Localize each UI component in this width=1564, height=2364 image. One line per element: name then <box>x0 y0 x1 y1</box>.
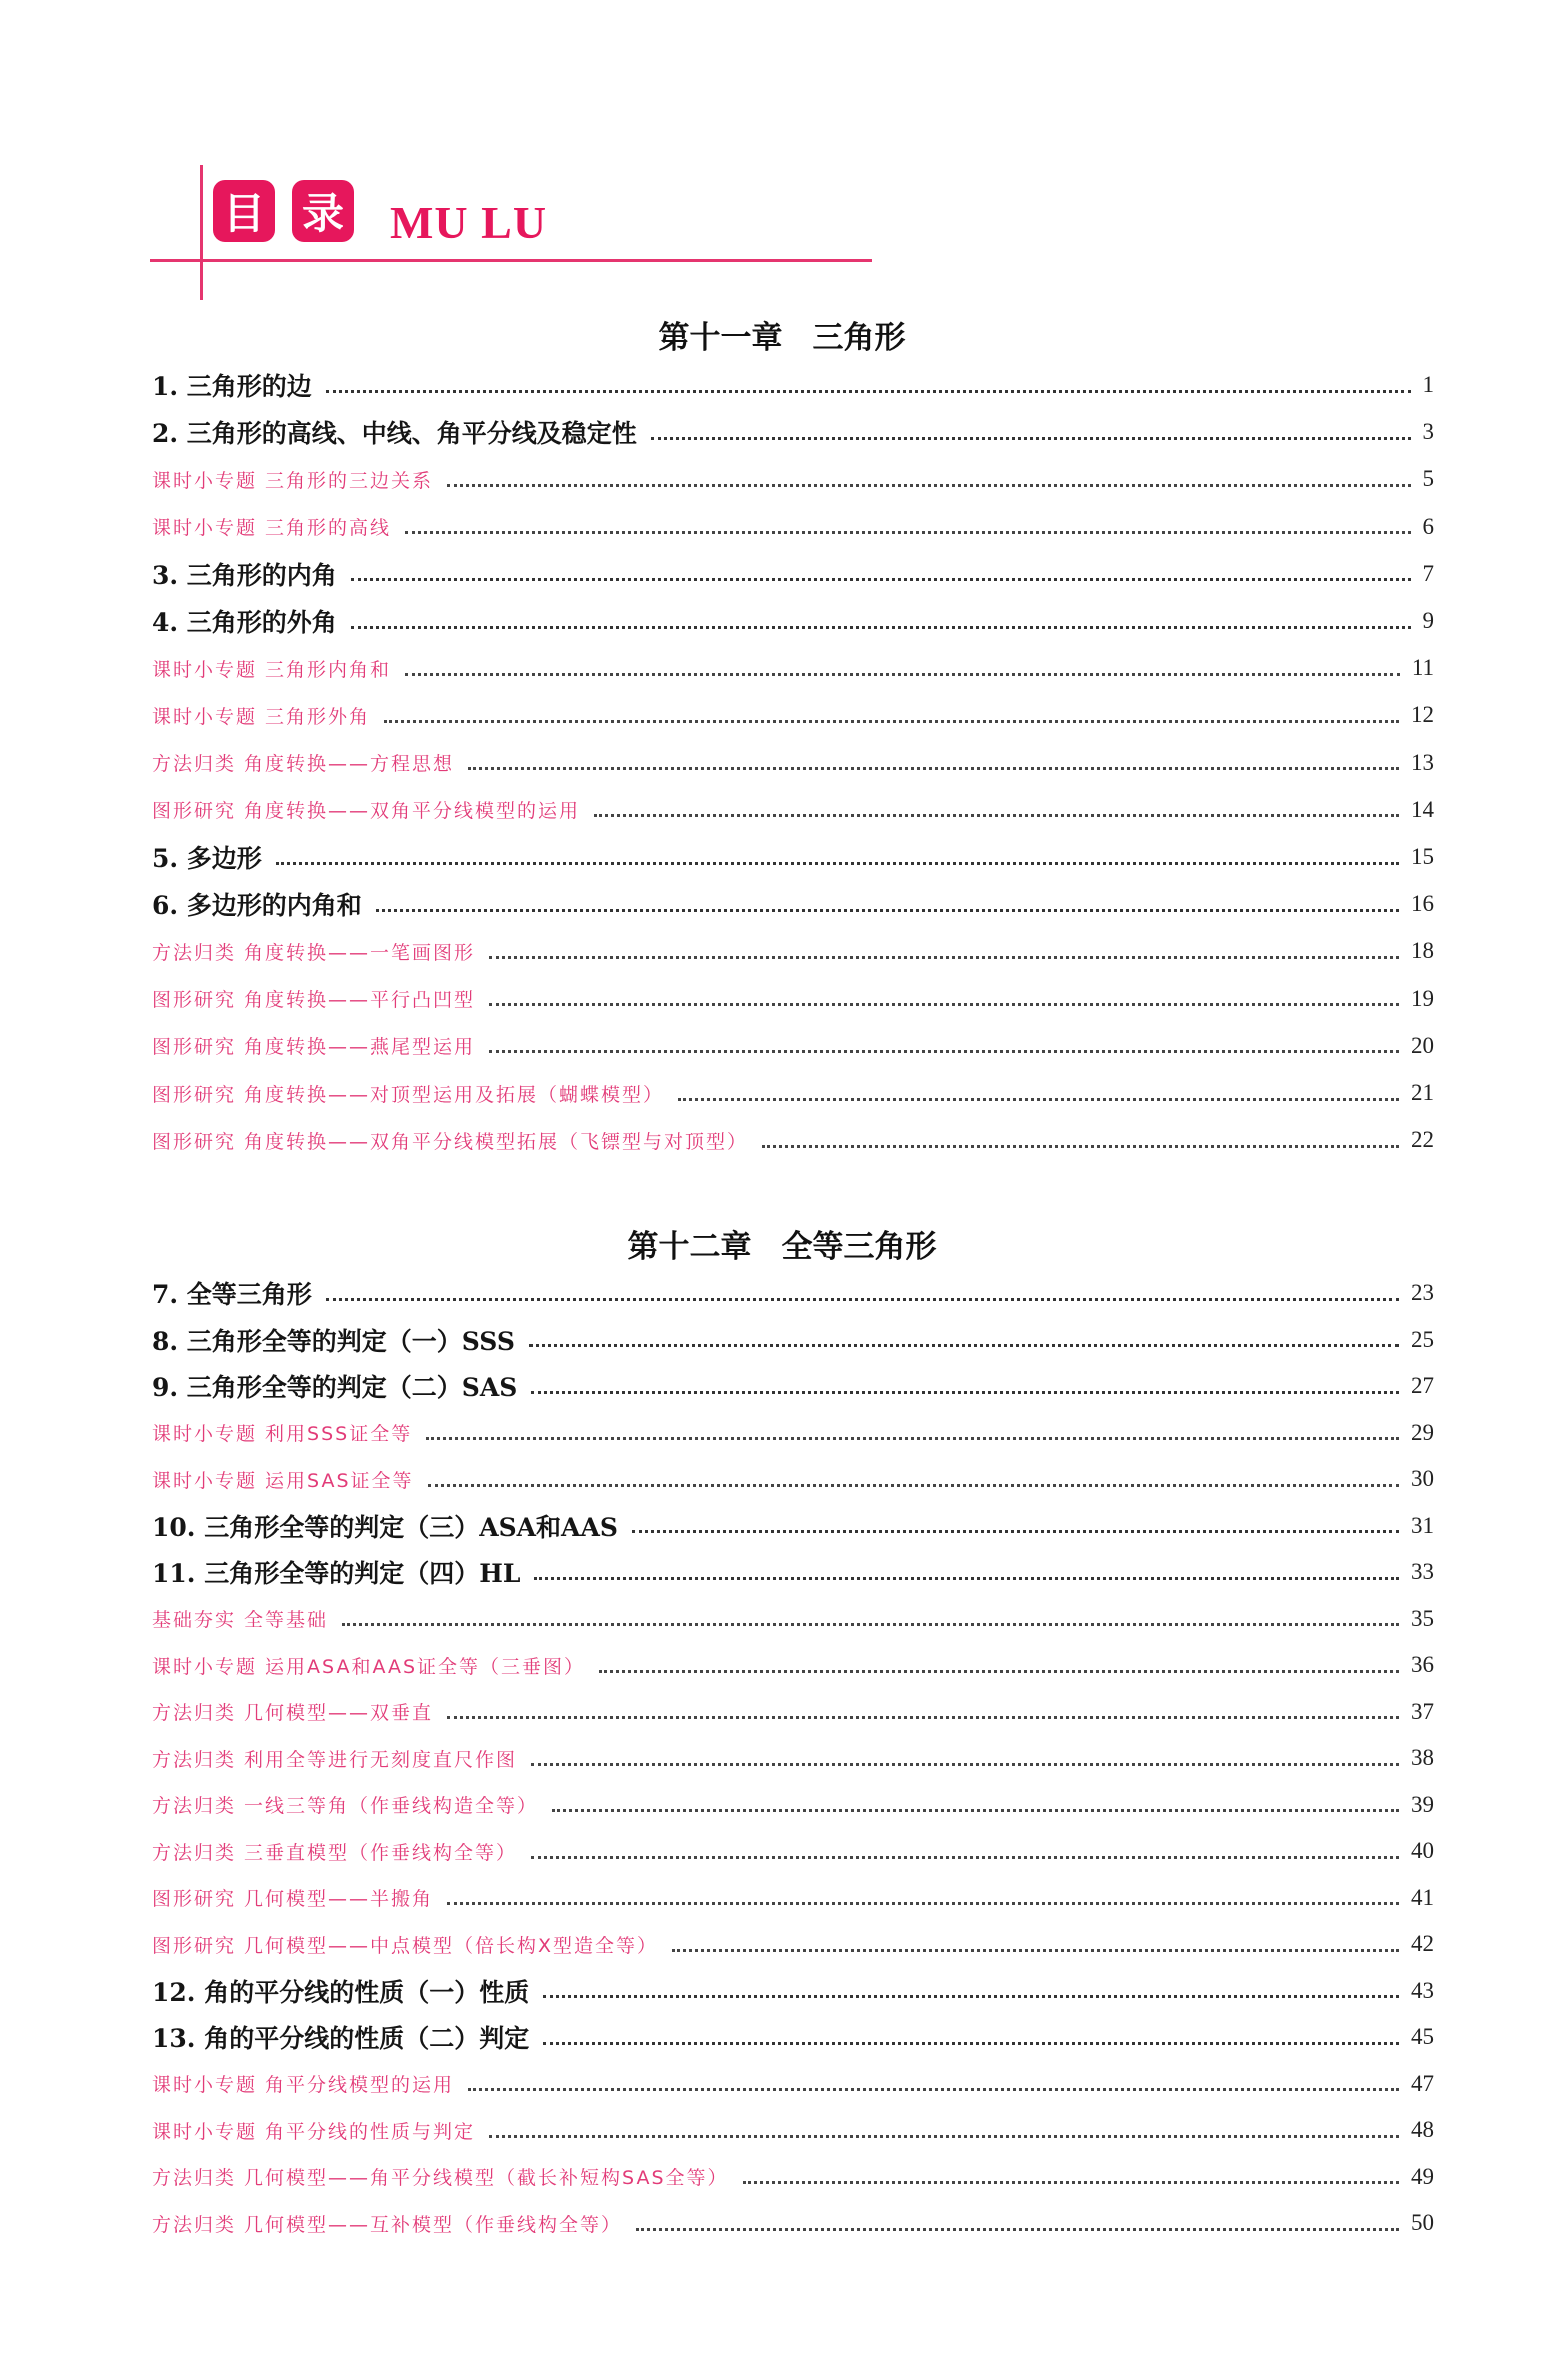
page-number: 12 <box>1411 702 1434 728</box>
toc-entry[interactable] <box>152 365 1434 405</box>
dot-leader <box>552 1809 1399 1812</box>
dot-leader <box>672 1949 1399 1952</box>
header-vertical-rule <box>200 165 203 300</box>
toc-entry[interactable] <box>152 1506 1434 1546</box>
entry-title: 方法归类 几何模型——角平分线模型（截长补短构SAS全等） <box>152 2167 729 2189</box>
toc-entry[interactable] <box>152 2017 1434 2057</box>
dot-leader <box>351 626 1411 629</box>
page-number: 15 <box>1411 844 1434 869</box>
header-horizontal-rule <box>150 259 872 262</box>
page-number: 49 <box>1411 2163 1434 2189</box>
dot-leader <box>534 1577 1399 1580</box>
page-number: 33 <box>1411 1559 1434 1584</box>
entry-title: 课时小专题 三角形外角 <box>152 705 371 728</box>
entry-title: 课时小专题 利用SSS证全等 <box>152 1423 413 1445</box>
chapter-name: 全等三角形 <box>781 1229 937 1265</box>
page-number: 29 <box>1411 1419 1434 1445</box>
toc-entry[interactable] <box>152 931 1434 971</box>
entry-title: 3. 三角形的内角 <box>152 560 337 590</box>
page-number: 50 <box>1411 2210 1434 2235</box>
entry-title: 方法归类 三垂直模型（作垂线构全等） <box>152 1841 518 1864</box>
toc-entry[interactable] <box>152 1026 1434 1066</box>
entry-title: 课时小专题 三角形的三边关系 <box>152 469 434 492</box>
page-number: 18 <box>1411 938 1434 964</box>
dot-leader <box>762 1145 1399 1148</box>
dot-leader <box>276 862 1399 865</box>
toc-entry[interactable] <box>152 2157 1434 2197</box>
entry-title: 课时小专题 角平分线的性质与判定 <box>152 2120 476 2143</box>
page-number: 13 <box>1411 749 1434 775</box>
entry-title: 课时小专题 三角形的高线 <box>152 517 392 540</box>
toc-entry[interactable] <box>152 1971 1434 2011</box>
page-number: 47 <box>1411 2070 1434 2096</box>
page-number: 16 <box>1411 891 1434 917</box>
header-char-box-2: 录 <box>292 180 354 242</box>
header-char-box-1: 目 <box>213 180 275 242</box>
toc-entry[interactable] <box>152 1459 1434 1499</box>
toc-entry[interactable] <box>152 1552 1434 1592</box>
toc-entry[interactable] <box>152 2203 1434 2243</box>
entry-title: 图形研究 几何模型——半搬角 <box>152 1888 434 1910</box>
toc-entry[interactable] <box>152 884 1434 924</box>
toc-entry[interactable] <box>152 979 1434 1019</box>
page-number: 42 <box>1411 1931 1434 1956</box>
toc-entry[interactable] <box>152 1366 1434 1406</box>
page-number: 27 <box>1411 1373 1434 1398</box>
toc-entry[interactable] <box>152 1599 1434 1639</box>
entry-title: 7. 全等三角形 <box>152 1280 312 1309</box>
page-number: 23 <box>1411 1280 1434 1305</box>
page-number: 40 <box>1411 1838 1434 1863</box>
chapter-name: 三角形 <box>812 320 906 356</box>
dot-leader <box>468 2088 1399 2091</box>
page-number: 3 <box>1422 419 1434 445</box>
dot-leader <box>599 1670 1399 1673</box>
entry-title: 课时小专题 运用SAS证全等 <box>152 1469 414 1492</box>
header-latin-title: MU LU <box>390 197 548 248</box>
page-number: 48 <box>1411 2117 1434 2142</box>
toc-entry[interactable] <box>152 2110 1434 2150</box>
dot-leader <box>426 1437 1399 1440</box>
dot-leader <box>351 578 1411 581</box>
toc-entry[interactable] <box>152 1413 1434 1453</box>
page-number: 37 <box>1411 1698 1434 1724</box>
entry-title: 方法归类 角度转换——方程思想 <box>152 753 455 776</box>
page-number: 35 <box>1411 1605 1434 1631</box>
entry-title: 图形研究 角度转换——对顶型运用及拓展（蝴蝶模型） <box>152 1083 665 1106</box>
dot-leader <box>636 2228 1399 2231</box>
dot-leader <box>405 531 1410 534</box>
page-number: 30 <box>1411 1466 1434 1491</box>
toc-entry[interactable] <box>152 412 1434 452</box>
entry-title: 图形研究 角度转换——燕尾型运用 <box>152 1036 476 1059</box>
dot-leader <box>543 2042 1399 2045</box>
dot-leader <box>326 390 1411 393</box>
dot-leader <box>531 1391 1399 1394</box>
entry-title: 方法归类 一线三等角（作垂线构造全等） <box>152 1795 539 1817</box>
entry-title: 10. 三角形全等的判定（三）ASA和AAS <box>152 1512 618 1542</box>
dot-leader <box>651 437 1411 440</box>
toc-entry[interactable] <box>152 837 1434 877</box>
page-number: 41 <box>1411 1884 1434 1910</box>
toc-entry[interactable] <box>152 1785 1434 1825</box>
entry-title: 方法归类 几何模型——双垂直 <box>152 1702 434 1724</box>
toc-entry[interactable] <box>152 1738 1434 1778</box>
entry-title: 基础夯实 全等基础 <box>152 1609 329 1631</box>
dot-leader <box>384 720 1399 723</box>
dot-leader <box>489 1050 1399 1053</box>
dot-leader <box>632 1530 1399 1533</box>
toc-entry[interactable] <box>152 1692 1434 1732</box>
dot-leader <box>428 1484 1399 1487</box>
page-number: 19 <box>1411 985 1434 1011</box>
dot-leader <box>678 1098 1399 1101</box>
entry-title: 1. 三角形的边 <box>152 372 312 401</box>
entry-title: 5. 多边形 <box>152 844 262 873</box>
toc-entry[interactable] <box>152 507 1434 547</box>
page-number: 38 <box>1411 1745 1434 1770</box>
page-number: 1 <box>1422 372 1434 397</box>
entry-title: 图形研究 角度转换——平行凸凹型 <box>152 989 476 1012</box>
page-number: 39 <box>1411 1791 1434 1817</box>
dot-leader <box>489 956 1399 959</box>
entry-title: 9. 三角形全等的判定（二）SAS <box>152 1373 518 1402</box>
dot-leader <box>543 1995 1399 1998</box>
entry-title: 图形研究 角度转换——双角平分线模型的运用 <box>152 800 581 823</box>
toc-entry[interactable] <box>152 1120 1434 1160</box>
dot-leader <box>594 814 1399 817</box>
dot-leader <box>342 1623 1399 1626</box>
entry-title: 课时小专题 三角形内角和 <box>152 658 392 681</box>
toc-entry[interactable] <box>152 459 1434 499</box>
page-number: 9 <box>1422 608 1434 633</box>
page-number: 45 <box>1411 2024 1434 2049</box>
toc-entry[interactable] <box>152 790 1434 830</box>
entry-title: 方法归类 角度转换——一笔画图形 <box>152 941 476 964</box>
toc-entry[interactable] <box>152 2064 1434 2104</box>
dot-leader <box>468 767 1399 770</box>
dot-leader <box>743 2181 1399 2184</box>
dot-leader <box>531 1763 1399 1766</box>
dot-leader <box>447 484 1410 487</box>
page-number: 20 <box>1411 1032 1434 1058</box>
toc-entry[interactable] <box>152 1073 1434 1113</box>
dot-leader <box>489 1003 1399 1006</box>
dot-leader <box>529 1344 1399 1347</box>
entry-title: 方法归类 利用全等进行无刻度直尺作图 <box>152 1748 518 1771</box>
chapter-title-11 <box>0 312 1564 357</box>
entry-title: 6. 多边形的内角和 <box>152 891 362 921</box>
entry-title: 4. 三角形的外角 <box>152 608 337 637</box>
dot-leader <box>489 2135 1399 2138</box>
entry-title: 2. 三角形的高线、中线、角平分线及稳定性 <box>152 419 637 449</box>
toc-entry[interactable] <box>152 554 1434 594</box>
page-number: 22 <box>1411 1127 1434 1153</box>
toc-entry[interactable] <box>152 695 1434 735</box>
dot-leader <box>447 1716 1399 1719</box>
dot-leader <box>405 673 1400 676</box>
page-number: 5 <box>1422 466 1434 492</box>
toc-entry[interactable] <box>152 743 1434 783</box>
entry-title: 图形研究 角度转换——双角平分线模型拓展（飞镖型与对顶型） <box>152 1130 749 1153</box>
entry-title: 课时小专题 角平分线模型的运用 <box>152 2074 455 2096</box>
entry-title: 8. 三角形全等的判定（一）SSS <box>152 1326 515 1356</box>
toc-entry[interactable] <box>152 601 1434 641</box>
page-number: 6 <box>1422 513 1434 539</box>
page-number: 36 <box>1411 1652 1434 1677</box>
page-number: 14 <box>1411 796 1434 822</box>
page-number: 7 <box>1422 560 1434 586</box>
chapter-number: 第十一章 <box>658 320 783 356</box>
toc-entry[interactable] <box>152 648 1434 688</box>
page-number: 11 <box>1411 655 1434 681</box>
entry-title: 12. 角的平分线的性质（一）性质 <box>152 1977 530 2007</box>
chapter-title-12 <box>0 1221 1564 1266</box>
page-number: 25 <box>1411 1326 1434 1352</box>
dot-leader <box>326 1298 1399 1301</box>
entry-title: 图形研究 几何模型——中点模型（倍长构X型造全等） <box>152 1934 659 1957</box>
entry-title: 课时小专题 运用ASA和AAS证全等（三垂图） <box>152 1655 586 1678</box>
page-number: 31 <box>1411 1512 1434 1538</box>
toc-entry[interactable] <box>152 1645 1434 1685</box>
toc-entry[interactable] <box>152 1878 1434 1918</box>
chapter-number: 第十二章 <box>627 1229 752 1265</box>
page-number: 21 <box>1411 1080 1434 1105</box>
entry-title: 方法归类 几何模型——互补模型（作垂线构全等） <box>152 2213 623 2236</box>
toc-entry[interactable] <box>152 1320 1434 1360</box>
dot-leader <box>531 1856 1399 1859</box>
entry-title: 11. 三角形全等的判定（四）HL <box>152 1559 521 1588</box>
toc-entry[interactable] <box>152 1924 1434 1964</box>
page-number: 43 <box>1411 1977 1434 2003</box>
dot-leader <box>376 909 1399 912</box>
entry-title: 13. 角的平分线的性质（二）判定 <box>152 2024 530 2053</box>
toc-entry[interactable] <box>152 1273 1434 1313</box>
toc-entry[interactable] <box>152 1831 1434 1871</box>
dot-leader <box>447 1902 1399 1905</box>
